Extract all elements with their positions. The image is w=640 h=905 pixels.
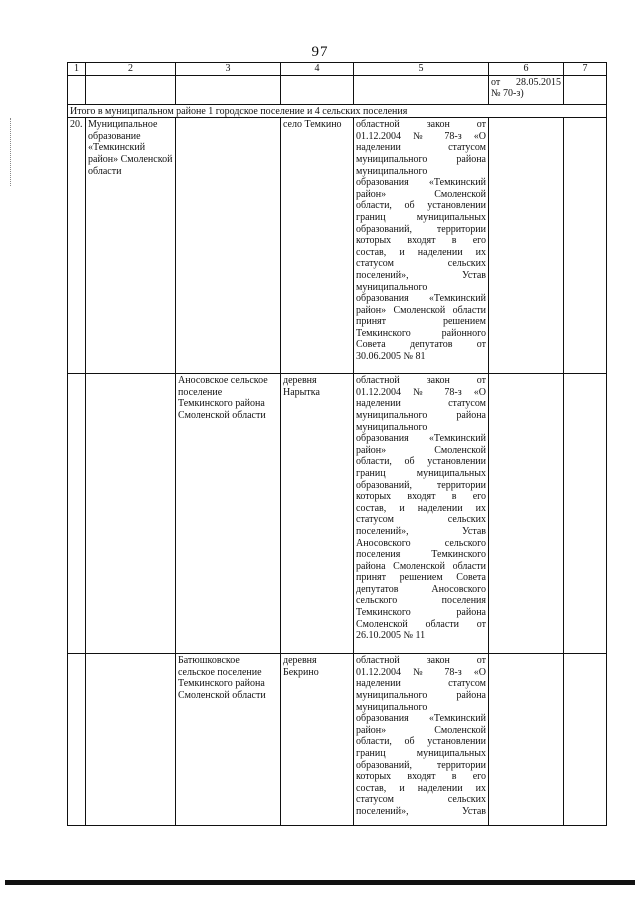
column-number: 4: [281, 63, 354, 76]
text-line: наделении статусом: [356, 678, 486, 690]
documents-cell: [354, 118, 489, 374]
text-line: муниципального района: [356, 153, 486, 165]
text-line: сельского поселения: [356, 595, 486, 607]
column-number: 2: [86, 63, 176, 76]
text-line: принят решением Совета: [356, 572, 486, 584]
text-line: образования «Темкинский: [356, 713, 486, 725]
text-line: муниципального: [356, 281, 428, 293]
text-line: район» Смоленской: [356, 724, 486, 736]
text-line: области, об установлении: [356, 200, 486, 212]
settlement-name: Батюшковское сельское поселение Темкинского района Смоленской области: [176, 654, 281, 826]
text-line: от 28.05.2015: [491, 76, 561, 88]
text-line: № 70-з): [491, 88, 524, 100]
text-line: Аносовского сельского: [356, 537, 486, 549]
text-line: статусом сельских: [356, 258, 486, 270]
text-line: муниципального района: [356, 409, 486, 421]
bottom-rule: [5, 880, 635, 885]
row-number: 20.: [68, 118, 86, 374]
text-line: Темкинского районного: [356, 327, 486, 339]
text-line: которых входят в его: [356, 491, 486, 503]
text-line: состав, и наделении их: [356, 502, 486, 514]
settlement-name: Аносовское сельское поселение Темкинского района Смоленской области: [176, 374, 281, 654]
total-text: Итого в муниципальном районе 1 городское поселение и 4 сельских поселения: [68, 104, 607, 118]
text-line: поселения Темкинского: [356, 549, 486, 561]
table-row: [68, 118, 607, 374]
text-line: образований, территории: [356, 479, 486, 491]
text-line: района Смоленской области: [356, 560, 486, 572]
municipality-name: [86, 374, 176, 654]
text-line: 01.12.2004 № 78-з «О: [356, 130, 486, 142]
text-line: Темкинского района: [356, 607, 486, 619]
text-line: район» Смоленской: [356, 188, 486, 200]
text-line: границ муниципальных: [356, 467, 486, 479]
text-line: 26.10.2005 № 11: [356, 630, 426, 642]
text-line: муниципального: [356, 701, 428, 713]
documents-cell: [354, 654, 489, 826]
municipality-name: Муниципальное образование «Темкинский район» Смоленской области: [86, 118, 176, 374]
text-line: 30.06.2005 № 81: [356, 351, 426, 363]
text-line: границ муниципальных: [356, 747, 486, 759]
text-line: области, об установлении: [356, 456, 486, 468]
total-row: [68, 104, 607, 118]
text-line: образования «Темкинский: [356, 433, 486, 445]
municipality-name: [86, 654, 176, 826]
text-line: поселений», Устав: [356, 269, 486, 281]
text-line: которых входят в его: [356, 235, 486, 247]
text-line: состав, и наделении их: [356, 246, 486, 258]
text-line: границ муниципальных: [356, 211, 486, 223]
text-line: район» Смоленской области: [356, 304, 486, 316]
text-line: 01.12.2004 № 78-з «О: [356, 666, 486, 678]
text-line: Совета депутатов от: [356, 339, 486, 351]
text-line: областной закон от: [356, 119, 486, 131]
text-line: статусом сельских: [356, 514, 486, 526]
admin-center: село Темкино: [281, 118, 354, 374]
column-number: 5: [354, 63, 489, 76]
settlement-name: [176, 118, 281, 374]
table-row: [68, 654, 607, 826]
column-number: 3: [176, 63, 281, 76]
continuation-cell: [489, 75, 564, 104]
text-line: поселений», Устав: [356, 525, 486, 537]
text-line: наделении статусом: [356, 398, 486, 410]
text-line: образования «Темкинский: [356, 293, 486, 305]
text-line: области, об установлении: [356, 736, 486, 748]
column-number: 1: [68, 63, 86, 76]
text-line: Смоленской области от: [356, 618, 486, 630]
text-line: принят решением: [356, 316, 486, 328]
text-line: поселений», Устав: [356, 805, 486, 817]
margin-mark: [10, 118, 11, 186]
column-number-row: [68, 63, 607, 76]
text-line: образования «Темкинский: [356, 177, 486, 189]
column-number: 6: [489, 63, 564, 76]
text-line: район» Смоленской: [356, 444, 486, 456]
text-line: муниципального: [356, 421, 428, 433]
text-line: муниципального района: [356, 689, 486, 701]
row-number: [68, 654, 86, 826]
text-line: наделении статусом: [356, 142, 486, 154]
row-number: [68, 374, 86, 654]
table-row: [68, 374, 607, 654]
documents-cell: [354, 374, 489, 654]
text-line: образований, территории: [356, 759, 486, 771]
text-line: муниципального: [356, 165, 428, 177]
registry-table: [67, 62, 607, 826]
text-line: депутатов Аносовского: [356, 583, 486, 595]
admin-center: деревня Бекрино: [281, 654, 354, 826]
page-number: 97: [311, 44, 329, 60]
column-number: 7: [564, 63, 607, 76]
text-line: областной закон от: [356, 655, 486, 667]
text-line: 01.12.2004 № 78-з «О: [356, 386, 486, 398]
continuation-row: [68, 75, 607, 104]
text-line: областной закон от: [356, 375, 486, 387]
text-line: состав, и наделении их: [356, 782, 486, 794]
text-line: статусом сельских: [356, 794, 486, 806]
admin-center: деревня Нарытка: [281, 374, 354, 654]
text-line: которых входят в его: [356, 771, 486, 783]
text-line: образований, территории: [356, 223, 486, 235]
